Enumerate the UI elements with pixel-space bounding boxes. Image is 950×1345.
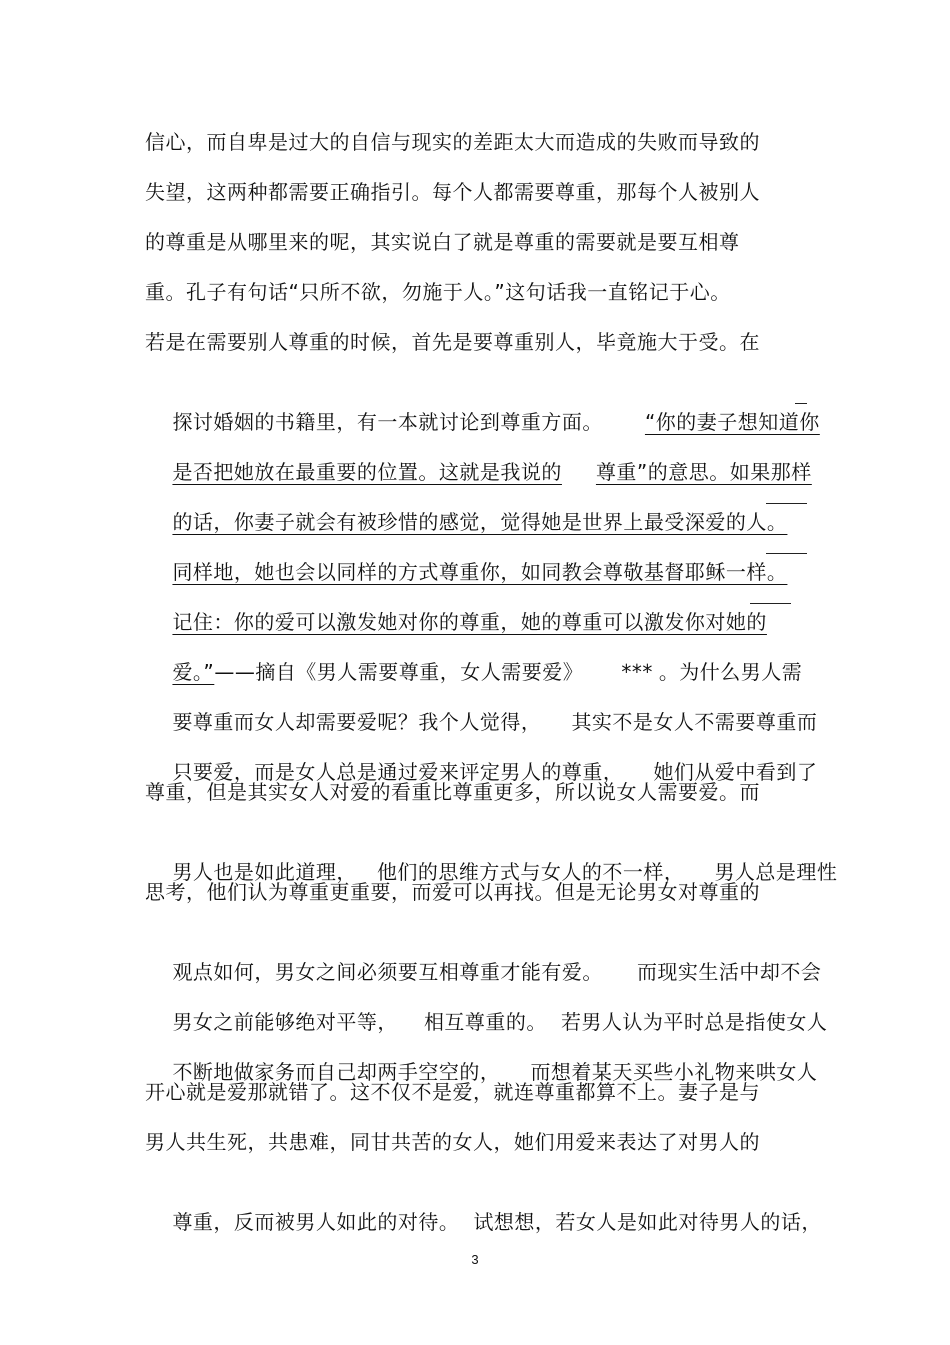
text-run: 男女之前能够绝对平等， <box>172 1010 398 1034</box>
text-run: 思考，他们认为尊重更重要，而爱可以再找。但是无论男女对尊重的 <box>145 880 760 904</box>
text-line <box>145 677 818 734</box>
text-run: 试想想，若女人是如此对待男人的话， <box>473 1210 822 1234</box>
text-line <box>145 127 760 157</box>
text-line <box>145 1027 818 1084</box>
page-number: 3 <box>471 1252 479 1267</box>
text-run: 而现实生活中却不会 <box>636 960 822 984</box>
text-line <box>145 327 760 357</box>
underline-rule <box>750 603 791 604</box>
text-run: 。为什么男人需 <box>658 660 803 684</box>
text-run: 若是在需要别人尊重的时候，首先是要尊重别人，毕竟施大于受。在 <box>145 330 760 354</box>
text-run: 开心就是爱那就错了。这不仅不是爱，就连尊重都算不上。妻子是与 <box>145 1080 760 1104</box>
quote-text-run: 同样地，她也会以同样的方式尊重你，如同教会尊敬基督耶稣一样。 <box>172 560 788 584</box>
text-run: 男人总是理性 <box>714 860 838 884</box>
text-run: 相互尊重的。 <box>423 1010 547 1034</box>
underline-rule <box>766 503 807 504</box>
text-line <box>145 977 828 1034</box>
source-citation: ——摘自《男人需要尊重，女人需要爱》 <box>214 660 584 684</box>
quote-text-run: 是否把她放在最重要的位置。这就是我说的 <box>172 460 562 484</box>
text-run: 信心，而自卑是过大的自信与现实的差距太大而造成的失败而导致的 <box>145 130 760 154</box>
text-run: 的尊重是从哪里来的呢，其实说白了就是尊重的需要就是要互相尊 <box>145 230 740 254</box>
text-line <box>145 577 767 634</box>
quote-text-run: 爱。” <box>172 660 215 684</box>
quote-text-run: 的话，你妻子就会有被珍惜的感觉，觉得她是世界上最受深爱的人。 <box>172 510 788 534</box>
text-line <box>145 277 731 307</box>
text-line <box>145 627 803 684</box>
text-line <box>145 877 760 907</box>
text-line <box>145 827 838 884</box>
asterisks: *** <box>621 660 653 684</box>
text-run: 男人也是如此道理， <box>172 860 357 884</box>
text-line <box>145 1177 822 1234</box>
text-line <box>145 177 760 207</box>
text-line <box>145 727 818 784</box>
text-run: 而想着某天买些小礼物来哄女人 <box>530 1060 818 1084</box>
text-line <box>145 477 788 534</box>
quote-text-run: “你的妻子想知道你 <box>644 410 820 434</box>
underline-rule <box>795 403 807 404</box>
text-run: 尊重，反而被男人如此的对待。 <box>172 1210 460 1234</box>
text-run: 观点如何，男女之间必须要互相尊重才能有爱。 <box>172 960 603 984</box>
text-run: 男人共生死，共患难，同甘共苦的女人，她们用爱来表达了对男人的 <box>145 1130 760 1154</box>
text-run: 不断地做家务而自己却两手空空的， <box>172 1060 501 1084</box>
quote-text-run: 记住：你的爱可以激发她对你的尊重，她的尊重可以激发你对她的 <box>172 610 767 634</box>
text-line <box>145 927 822 984</box>
text-line <box>145 1077 760 1107</box>
text-run: 尊重，但是其实女人对爱的看重比尊重更多，所以说女人需要爱。而 <box>145 780 760 804</box>
text-run: 他们的思维方式与女人的不一样， <box>376 860 685 884</box>
text-line <box>145 227 740 257</box>
text-run: 其实不是女人不需要尊重而 <box>571 710 818 734</box>
text-run: 她们从爱中看到了 <box>653 760 818 784</box>
underline-rule <box>766 553 807 554</box>
text-run: 只要爱，而是女人总是通过爱来评定男人的尊重， <box>172 760 624 784</box>
text-run: 探讨婚姻的书籍里，有一本就讨论到尊重方面。 <box>172 410 603 434</box>
text-line <box>145 777 760 807</box>
text-run: 失望，这两种都需要正确指引。每个人都需要尊重，那每个人被别人 <box>145 180 760 204</box>
quote-text-run: 尊重”的意思。如果那样 <box>595 460 812 484</box>
text-run: 重。孔子有句话“只所不欲，勿施于人。”这句话我一直铭记于心。 <box>145 280 731 304</box>
text-line <box>145 1127 760 1157</box>
text-line <box>145 527 788 584</box>
text-run: 若男人认为平时总是指使女人 <box>560 1010 828 1034</box>
text-run: 要尊重而女人却需要爱呢？我个人觉得， <box>172 710 542 734</box>
text-line <box>145 377 820 434</box>
text-line <box>145 427 812 484</box>
